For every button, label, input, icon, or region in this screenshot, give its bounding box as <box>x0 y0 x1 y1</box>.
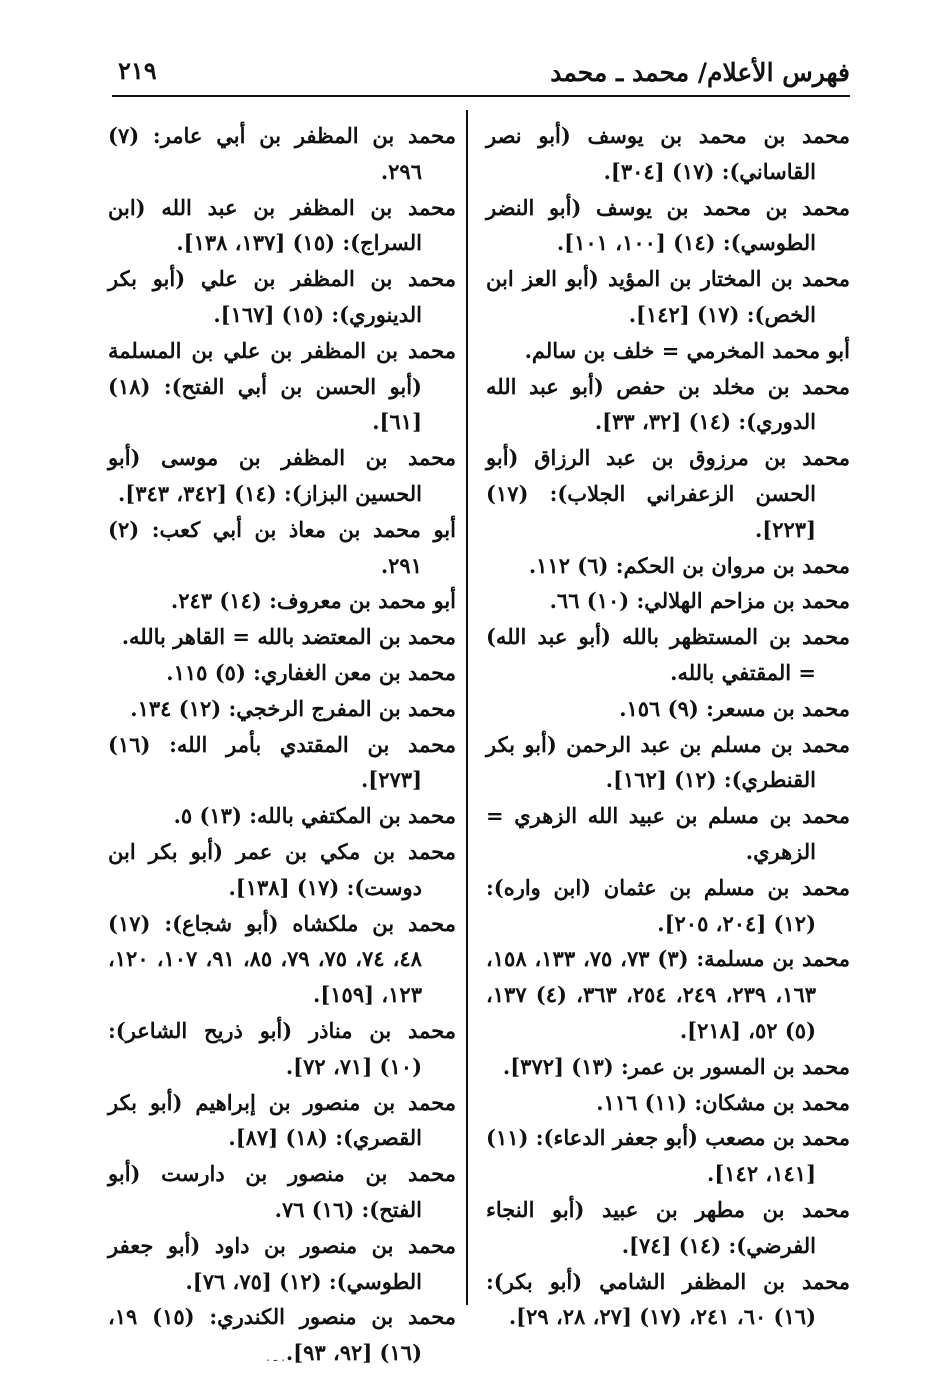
index-entry: محمد بن مزاحم الهلالي: (١٠) ٦٦. <box>549 588 850 614</box>
right-column <box>486 118 850 1335</box>
index-entry: محمد بن المظفر بن علي بن المسلمة (أبو الحسن بن أبي الفتح): (١٨) [٦١]. <box>108 337 456 435</box>
left-column <box>108 118 456 1371</box>
index-entry: محمد بن مطهر بن عبيد (أبو النجاء الفرضي): (١٤) [٧٤]. <box>486 1196 850 1258</box>
header-rule <box>112 95 850 97</box>
index-entry: محمد بن المعتضد بالله = القاهر بالله. <box>121 624 456 650</box>
index-entry: محمد بن مرزوق بن عبد الرزاق (أبو الحسن الزعفراني الجلاب): (١٧) [٢٢٣]. <box>486 445 850 542</box>
index-entry: محمد بن مسلم بن عبد الرحمن (أبو بكر القنطري): (١٢) [١٦٢]. <box>486 731 850 793</box>
index-entry: محمد بن منصور بن إبراهيم (أبو بكر القصري): (١٨) [٨٧]. <box>108 1089 456 1151</box>
index-entry: محمد بن المظفر الشامي (أبو بكر): (١٦) ٦٠، ٢٤١، (١٧) [٢٧، ٢٨، ٢٩]. <box>486 1268 850 1330</box>
index-entry: محمد بن منصور الكندري: (١٥) ١٩، (١٦) [٩٢، ٩٣]. <box>108 1304 456 1366</box>
index-entry: محمد بن المظفر بن أبي عامر: (٧) ٢٩٦. <box>108 123 456 184</box>
page-number: ٢١٩ <box>118 56 157 85</box>
index-entry: محمد بن مسلمة: (٣) ٧٣، ٧٥، ١٣٣، ١٥٨، ١٦٣، ٢٣٩، ٢٤٩، ٢٥٤، ٣٦٣، (٤) ١٣٧، (٥) ٥٢، [٢١٨]. <box>486 946 850 1043</box>
index-entry: محمد بن مسلم بن عثمان (ابن واره): (١٢) [٢٠٤، ٢٠٥]. <box>486 874 850 936</box>
index-entry: محمد بن مسعر: (٩) ١٥٦. <box>619 695 850 721</box>
index-entry: محمد بن منصور بن داود (أبو جعفر الطوسي): (١٢) [٧٥، ٧٦]. <box>108 1232 456 1294</box>
index-entry: محمد بن مخلد بن حفص (أبو عبد الله الدوري): (١٤) [٣٢، ٣٣]. <box>486 373 850 435</box>
page-header <box>112 52 850 92</box>
index-entry: محمد بن المظفر بن علي (أبو بكر الدينوري): (١٥) [١٦٧]. <box>108 266 456 327</box>
index-entry: محمد بن ملكشاه (أبو شجاع): (١٧) ٤٨، ٧٤، ٧٥، ٧٩، ٨٥، ٩١، ١٠٧، ١٢٠، ١٢٣، [١٥٩]. <box>108 910 456 1008</box>
index-entry: أبو محمد المخرمي = خلف بن سالم. <box>524 337 850 363</box>
index-entry: محمد بن المستظهر بالله (أبو عبد الله) = المقتفي بالله. <box>486 624 850 685</box>
running-title: فهرس الأعلام/ محمد ـ محمد <box>550 58 850 87</box>
index-entry: أبو محمد بن معاذ بن أبي كعب: (٢) ٢٩١. <box>108 516 456 578</box>
index-entry: محمد بن منصور بن دارست (أبو الفتح): (١٦) ٧٦. <box>108 1161 456 1222</box>
index-entry: محمد بن المقتدي بأمر الله: (١٦) [٢٧٣]. <box>108 731 456 793</box>
index-entry: محمد بن المظفر بن عبد الله (ابن السراج): (١٥) [١٣٧، ١٣٨]. <box>108 194 456 256</box>
index-entry: محمد بن المكتفي بالله: (١٣) ٥. <box>173 803 456 829</box>
index-entry: محمد بن مشكان: (١١) ١١٦. <box>596 1089 850 1115</box>
index-entry: محمد بن محمد بن يوسف (أبو نصر القاساني): (١٧) [٣٠٤]. <box>486 123 850 184</box>
index-entry: محمد بن مصعب (أبو جعفر الدعاء): (١١) [١٤١، ١٤٢]. <box>486 1125 850 1187</box>
index-entry: محمد بن معن الغفاري: (٥) ١١٥. <box>166 659 456 685</box>
index-entry: محمد بن مسلم بن عبيد الله الزهري = الزهري. <box>486 803 850 864</box>
index-entry: محمد بن مروان بن الحكم: (٦) ١١٢. <box>528 552 850 578</box>
index-entry: محمد بن المظفر بن موسى (أبو الحسين البزاز): (١٤) [٣٤٢، ٣٤٣]. <box>108 445 456 506</box>
index-entry: محمد بن المفرج الرخجي: (١٢) ١٣٤. <box>130 695 456 721</box>
index-entry: أبو محمد بن معروف: (١٤) ٢٤٣. <box>170 588 456 614</box>
index-entry: محمد بن مكي بن عمر (أبو بكر ابن دوست): (١٧) [١٣٨]. <box>108 838 456 900</box>
page-mark: . ـ . <box>266 1350 285 1364</box>
index-entry: محمد بن مناذر (أبو ذريح الشاعر): (١٠) [٧١، ٧٢]. <box>108 1017 456 1079</box>
index-entry: محمد بن المسور بن عمر: (١٣) [٣٧٢]. <box>502 1053 850 1079</box>
column-divider <box>466 110 468 1305</box>
index-entry: محمد بن محمد بن يوسف (أبو النضر الطوسي): (١٤) [١٠٠، ١٠١]. <box>486 194 850 256</box>
index-entry: محمد بن المختار بن المؤيد (أبو العز ابن الخص): (١٧) [١٤٢]. <box>486 266 850 327</box>
